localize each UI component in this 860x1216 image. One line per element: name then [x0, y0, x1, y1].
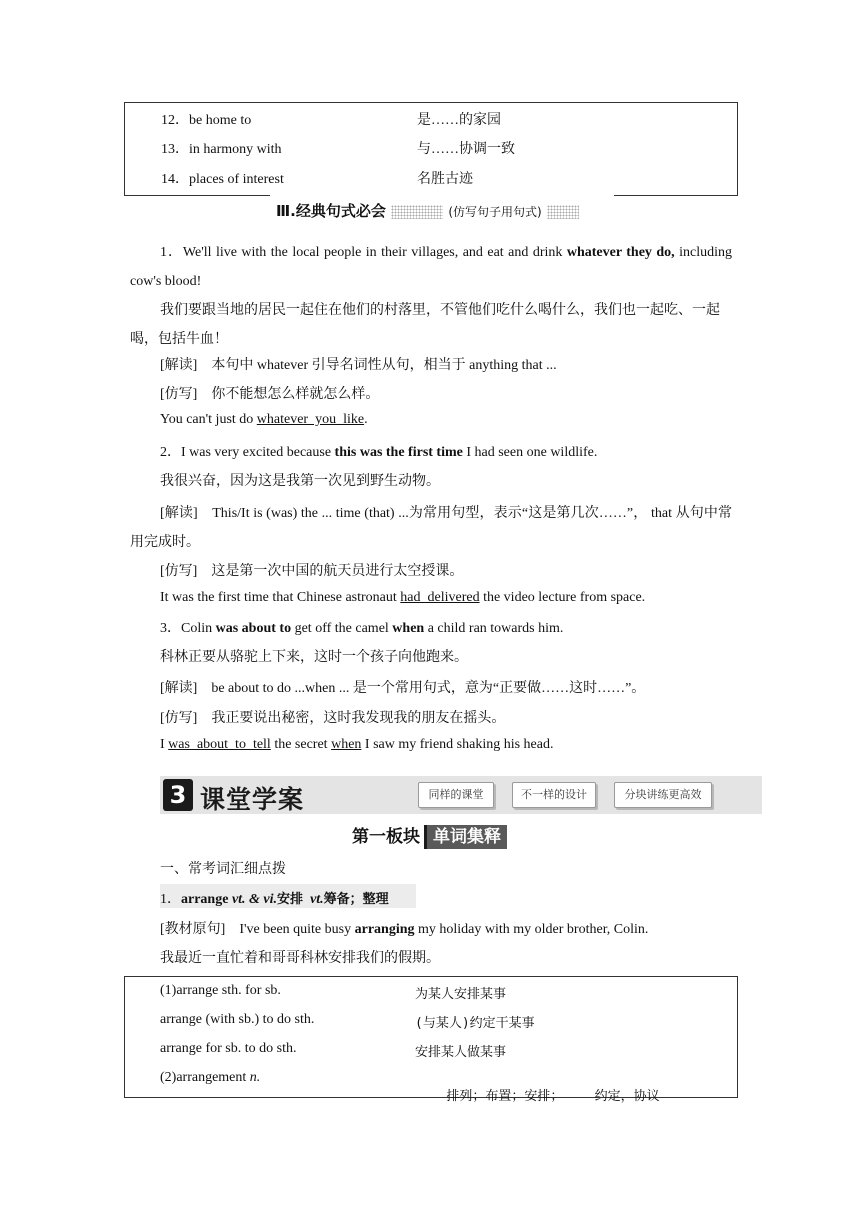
source-bold: arranging [354, 922, 415, 937]
translation: 我们要跟当地的居民一起住在他们的村落里，不管他们吃什么喝什么，我们也一起吃、一起喝，包括牛血！ [130, 303, 720, 347]
phrase-zh: 名胜古迹 [417, 172, 473, 187]
translation: 我很兴奋，因为这是我第一次见到野生动物。 [160, 474, 440, 489]
answer-text: I saw my friend shaking his head. [361, 737, 554, 752]
sentence-en: I had seen one wildlife. [462, 445, 598, 460]
vocab-item [160, 888, 389, 908]
item-pos: vt. & vi. [228, 892, 278, 907]
sentence-bold: when [392, 621, 425, 636]
answer-blank: was about to tell [168, 737, 271, 752]
sentence-bold: this was the first time [334, 445, 463, 460]
answer-blank: when [331, 737, 362, 752]
sentence-3 [160, 617, 563, 637]
table-row [161, 138, 282, 158]
banner-tag: 不一样的设计 [512, 782, 596, 808]
sentence-en: a child ran towards him. [424, 621, 564, 636]
table-row [160, 983, 281, 999]
sentence-en: 1．We'll live with the local people in their villages, and eat and drink [160, 245, 567, 260]
usage-en: (2)arrangement [160, 1070, 250, 1085]
table-row [160, 1041, 296, 1057]
imitation-text: 你不能想怎么样就怎么样。 [211, 387, 380, 402]
sentence-en: 3．Colin [160, 621, 216, 636]
imitation-1 [160, 383, 379, 403]
phrase-zh: 与……协调一致 [417, 142, 515, 157]
banner-title: 课堂学案 [200, 785, 305, 814]
translation: 我最近一直忙着和哥哥科林安排我们的假期。 [160, 951, 440, 966]
table-row [415, 1070, 660, 1119]
imitation-label: [仿写] [160, 564, 198, 579]
table-row [417, 168, 473, 188]
usage-table [124, 976, 738, 1104]
item-word: arrange [181, 892, 229, 907]
banner-tag: 同样的课堂 [418, 782, 494, 808]
item-meaning: 安排 [277, 892, 304, 907]
analysis-3 [160, 677, 645, 697]
analysis-2 [130, 499, 732, 557]
phrase-en: 12．be home to [161, 113, 252, 128]
usage-en: arrange (with sb.) to do sth. [160, 1012, 315, 1027]
vocab-heading [160, 858, 286, 878]
table-row [161, 168, 284, 188]
border-gap [270, 190, 614, 198]
usage-zh: 排列；布置；安排； 约定，协议 [446, 1089, 660, 1104]
usage-en: (1)arrange sth. for sb. [160, 983, 281, 998]
answer-2 [160, 590, 645, 606]
analysis-text: 本句中 whatever 引导名词性从句，相当于 anything that ... [211, 358, 557, 373]
imitation-label: [仿写] [160, 711, 198, 726]
section-subtitle: (仿写句子用句式) [448, 205, 542, 219]
imitation-2 [160, 560, 463, 580]
answer-text: You can't just do [160, 412, 257, 427]
table-row [415, 1041, 506, 1060]
dot-pattern [391, 205, 443, 219]
dot-pattern [547, 205, 579, 219]
usage-zh: (与某人)约定干某事 [415, 1016, 535, 1031]
answer-text: the video lecture from space. [479, 590, 646, 605]
analysis-label: [解读] [160, 681, 198, 696]
block-highlight: 单词集释 [424, 825, 507, 849]
answer-text: I [160, 737, 169, 752]
translation: 科林正要从骆驼上下来，这时一个孩子向他跑来。 [160, 650, 468, 665]
answer-blank: whatever you like [256, 412, 365, 427]
analysis-text: This/It is (was) the ... time (that) ...为常用句型，表示“这是第几次……”， that 从句中常用完成时。 [130, 506, 733, 550]
analysis-1 [160, 354, 557, 374]
source-label: [教材原句] [160, 922, 226, 937]
sentence-bold: whatever they do, [566, 245, 675, 260]
section-title: Ⅲ.经典句式必会 [276, 202, 386, 220]
answer-blank: had delivered [400, 590, 480, 605]
usage-pos: n. [249, 1070, 261, 1085]
table-row [415, 1012, 535, 1031]
phrase-en: 13．in harmony with [161, 142, 282, 157]
table-row [415, 983, 506, 1002]
item-pos: vt. [310, 892, 324, 907]
source-text: I've been quite busy [239, 922, 355, 937]
table-row [161, 109, 251, 129]
table-row [160, 1012, 314, 1028]
banner-tag: 分块讲练更高效 [614, 782, 712, 808]
item-number: 1． [160, 892, 181, 907]
analysis-text: be about to do ...when ... 是一个常用句式，意为“正要做……这时……”。 [211, 681, 646, 696]
block-title [352, 822, 507, 850]
table-row [417, 138, 515, 158]
usage-zh: 安排某人做某事 [415, 1045, 507, 1060]
sentence-2-zh [160, 470, 440, 490]
imitation-text: 这是第一次中国的航天员进行太空授课。 [211, 564, 464, 579]
sentence-en-cont: including cow's blood! [130, 245, 733, 289]
vocab-heading-text: 一、常考词汇细点拨 [160, 861, 286, 877]
item-meaning: 筹备；整理 [323, 892, 389, 907]
analysis-label: [解读] [160, 506, 198, 521]
usage-zh: 为某人安排某事 [415, 987, 507, 1002]
phrase-zh: 是……的家园 [417, 113, 501, 128]
answer-text: It was the first time that Chinese astronaut [160, 590, 401, 605]
answer-text: . [364, 412, 368, 427]
imitation-text: 我正要说出秘密，这时我发现我的朋友在摇头。 [211, 711, 506, 726]
answer-text: the secret [270, 737, 332, 752]
section-banner [160, 776, 762, 814]
imitation-3 [160, 707, 505, 727]
phrase-en: 14．places of interest [161, 172, 284, 187]
analysis-label: [解读] [160, 358, 198, 373]
banner-number: 3 [163, 779, 193, 811]
imitation-label: [仿写] [160, 387, 198, 402]
sentence-1 [130, 238, 732, 296]
block-prefix: 第一板块 [352, 827, 420, 847]
sentence-en: 2．I was very excited because [160, 445, 335, 460]
sentence-en: get off the camel [291, 621, 393, 636]
sentence-2 [160, 441, 597, 461]
usage-en: arrange for sb. to do sth. [160, 1041, 297, 1056]
answer-1 [160, 412, 368, 428]
table-row [160, 1070, 260, 1086]
sentence-3-zh [160, 646, 468, 666]
source-sentence [160, 918, 648, 938]
source-translation [160, 947, 440, 967]
source-text: my holiday with my older brother, Colin. [414, 922, 649, 937]
phrase-table [124, 102, 738, 196]
section-heading [276, 200, 579, 226]
sentence-1-zh [130, 296, 732, 354]
answer-3 [160, 737, 553, 753]
sentence-bold: was about to [215, 621, 292, 636]
table-row [417, 109, 501, 129]
